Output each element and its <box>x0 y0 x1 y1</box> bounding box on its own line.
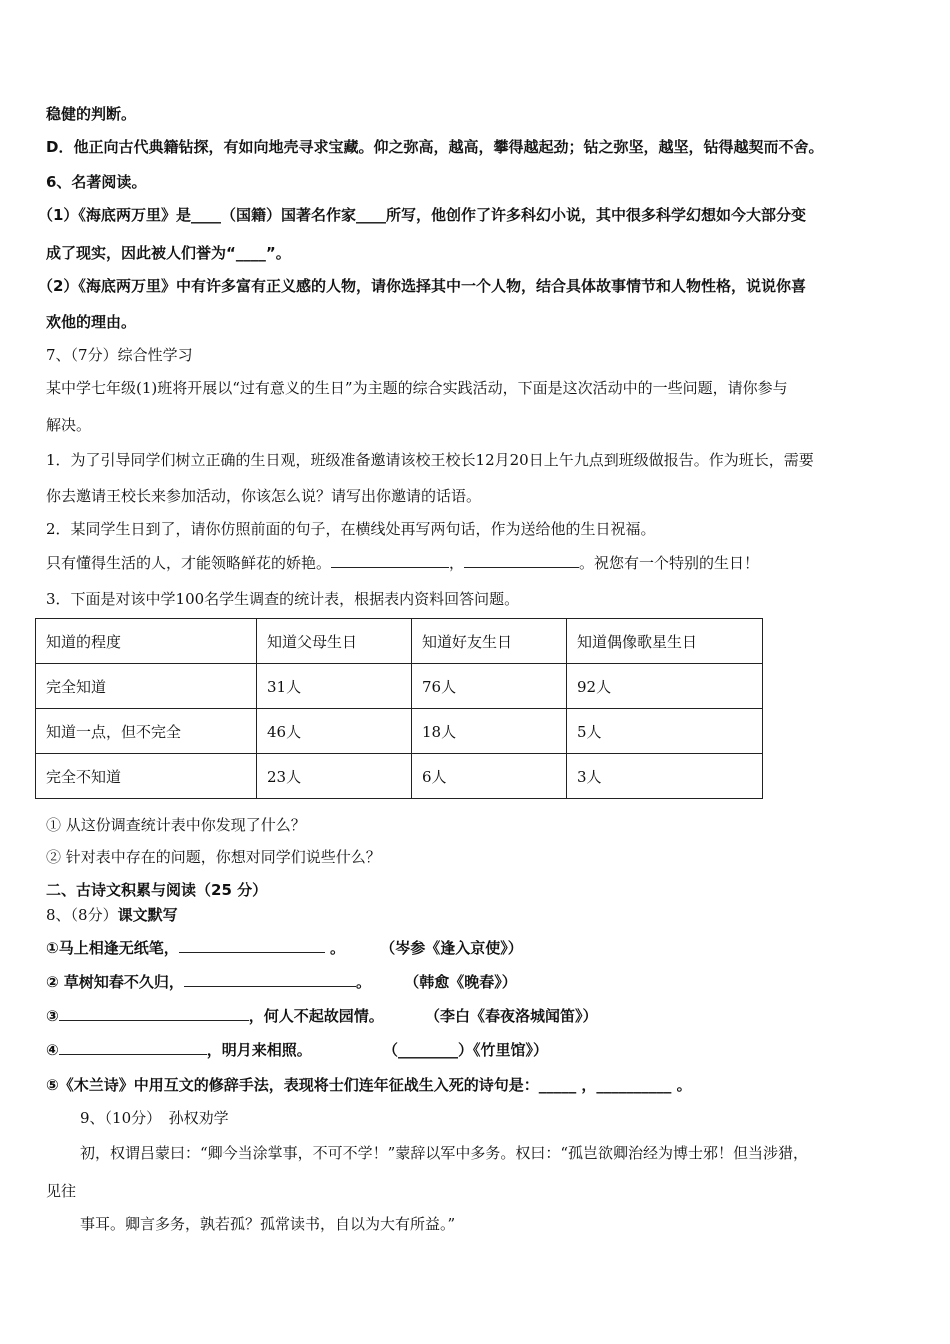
source: （________）《竹里馆》） <box>382 1041 548 1059</box>
verse-text: ，何人不起故园情。 <box>248 1007 384 1025</box>
header-cell: 知道的程度 <box>36 619 257 664</box>
table-cell: 5人 <box>567 709 763 754</box>
answer-blank[interactable] <box>331 553 449 568</box>
answer-blank[interactable] <box>184 972 356 987</box>
table-cell: 46人 <box>257 709 412 754</box>
table-row <box>36 754 763 799</box>
source: （李白《春夜洛城闻笛》） <box>424 1007 598 1025</box>
q8-item1 <box>46 938 523 958</box>
table-cell: 3人 <box>567 754 763 799</box>
table-cell: 92人 <box>567 664 763 709</box>
passage-line: 初，权谓吕蒙曰：“卿今当涂掌事，不可不学！”蒙辞以军中多务。权曰：“孤岂欲卿治经为博士邪！但当涉猎， <box>80 1144 809 1162</box>
q8-label: 课文默写 <box>117 906 178 924</box>
table-row <box>36 709 763 754</box>
q8-item3 <box>46 1006 597 1026</box>
verse-text: ，明月来相照。 <box>206 1041 312 1059</box>
header-cell: 知道父母生日 <box>257 619 412 664</box>
q7-sub1: ① 从这份调查统计表中你发现了什么？ <box>46 816 306 834</box>
question-6-title: 6、名著阅读。 <box>46 173 147 191</box>
q7-intro: 某中学七年级(1)班将开展以“过有意义的生日”为主题的综合实践活动，下面是这次活动中的一些问题，请你参与 <box>46 379 788 397</box>
period: 。 <box>355 973 371 991</box>
answer-blank[interactable] <box>464 553 579 568</box>
passage-line: 事耳。卿言多务，孰若孤？孤常读书，自以为大有所益。” <box>80 1215 456 1233</box>
q7-item2: 2．某同学生日到了，请你仿照前面的句子，在横线处再写两句话，作为送给他的生日祝福。 <box>46 520 656 538</box>
period: 。 <box>329 939 345 957</box>
q7-item1: 1．为了引导同学们树立正确的生日观，班级准备邀请该校王校长12月20日上午九点到班级做报告。作为班长，需要 <box>46 451 814 469</box>
section-2-title: 二、古诗文积累与阅读（25 分） <box>46 881 268 899</box>
question-8-title <box>46 905 178 925</box>
q6-part2: （2）《海底两万里》中有许多富有正义感的人物，请你选择其中一个人物，结合具体故事情节和人物性格，说说你喜 <box>38 277 806 295</box>
table-row <box>36 664 763 709</box>
answer-blank[interactable] <box>179 938 325 953</box>
answer-blank[interactable] <box>59 1040 207 1055</box>
q7-intro-cont: 解决。 <box>46 416 92 434</box>
q7-item2-sentence <box>46 553 759 573</box>
passage-line: 见往 <box>46 1182 77 1200</box>
q8-number: 8、（8分） <box>46 906 118 924</box>
table-cell: 完全知道 <box>36 664 257 709</box>
table-cell: 31人 <box>257 664 412 709</box>
survey-table <box>35 618 763 799</box>
sentence-start: 只有懂得生活的人，才能领略鲜花的娇艳。 <box>46 554 332 572</box>
question-9-title: 9、（10分） 孙权劝学 <box>80 1109 229 1127</box>
table-cell: 知道一点，但不完全 <box>36 709 257 754</box>
q8-item5: ⑤《木兰诗》中用互文的修辞手法，表现将士们连年征战生入死的诗句是：_____ ，__________ 。 <box>46 1076 692 1094</box>
question-7-title: 7、（7分）综合性学习 <box>46 346 193 364</box>
header-cell: 知道好友生日 <box>412 619 567 664</box>
table-cell: 23人 <box>257 754 412 799</box>
q8-item2 <box>46 972 517 992</box>
comma: ， <box>449 554 465 572</box>
text-line: 稳健的判断。 <box>46 105 137 123</box>
table-cell: 76人 <box>412 664 567 709</box>
q7-sub2: ② 针对表中存在的问题，你想对同学们说些什么？ <box>46 848 381 866</box>
q6-part1-cont: 成了现实，因此被人们誉为“____”。 <box>46 244 291 262</box>
q7-item3: 3．下面是对该中学100名学生调查的统计表，根据表内资料回答问题。 <box>46 590 520 608</box>
source: （岑参《逢入京使》） <box>380 939 523 957</box>
item-marker: ③ <box>46 1007 59 1025</box>
item-marker: ④ <box>46 1041 59 1059</box>
header-cell: 知道偶像歌星生日 <box>567 619 763 664</box>
q6-part1: （1）《海底两万里》是____（国籍）国著名作家____所写，他创作了许多科幻小说，其中很多科学幻想如今大部分变 <box>38 206 806 224</box>
source: （韩愈《晚春》） <box>404 973 517 991</box>
q6-part2-cont: 欢他的理由。 <box>46 313 137 331</box>
q7-item1-cont: 你去邀请王校长来参加活动，你该怎么说？请写出你邀请的话语。 <box>46 487 482 505</box>
table-cell: 6人 <box>412 754 567 799</box>
q8-item4 <box>46 1040 548 1060</box>
verse-text: ①马上相逢无纸笔， <box>46 939 179 957</box>
table-header-row <box>36 619 763 664</box>
table-cell: 完全不知道 <box>36 754 257 799</box>
table-cell: 18人 <box>412 709 567 754</box>
verse-text: ② 草树知春不久归， <box>46 973 184 991</box>
sentence-end: 。祝您有一个特别的生日！ <box>579 554 760 572</box>
option-d: D．他正向古代典籍钻探，有如向地壳寻求宝藏。仰之弥高，越高，攀得越起劲；钻之弥坚，越坚，钻得越契而不舍。 <box>46 138 824 156</box>
answer-blank[interactable] <box>59 1006 249 1021</box>
